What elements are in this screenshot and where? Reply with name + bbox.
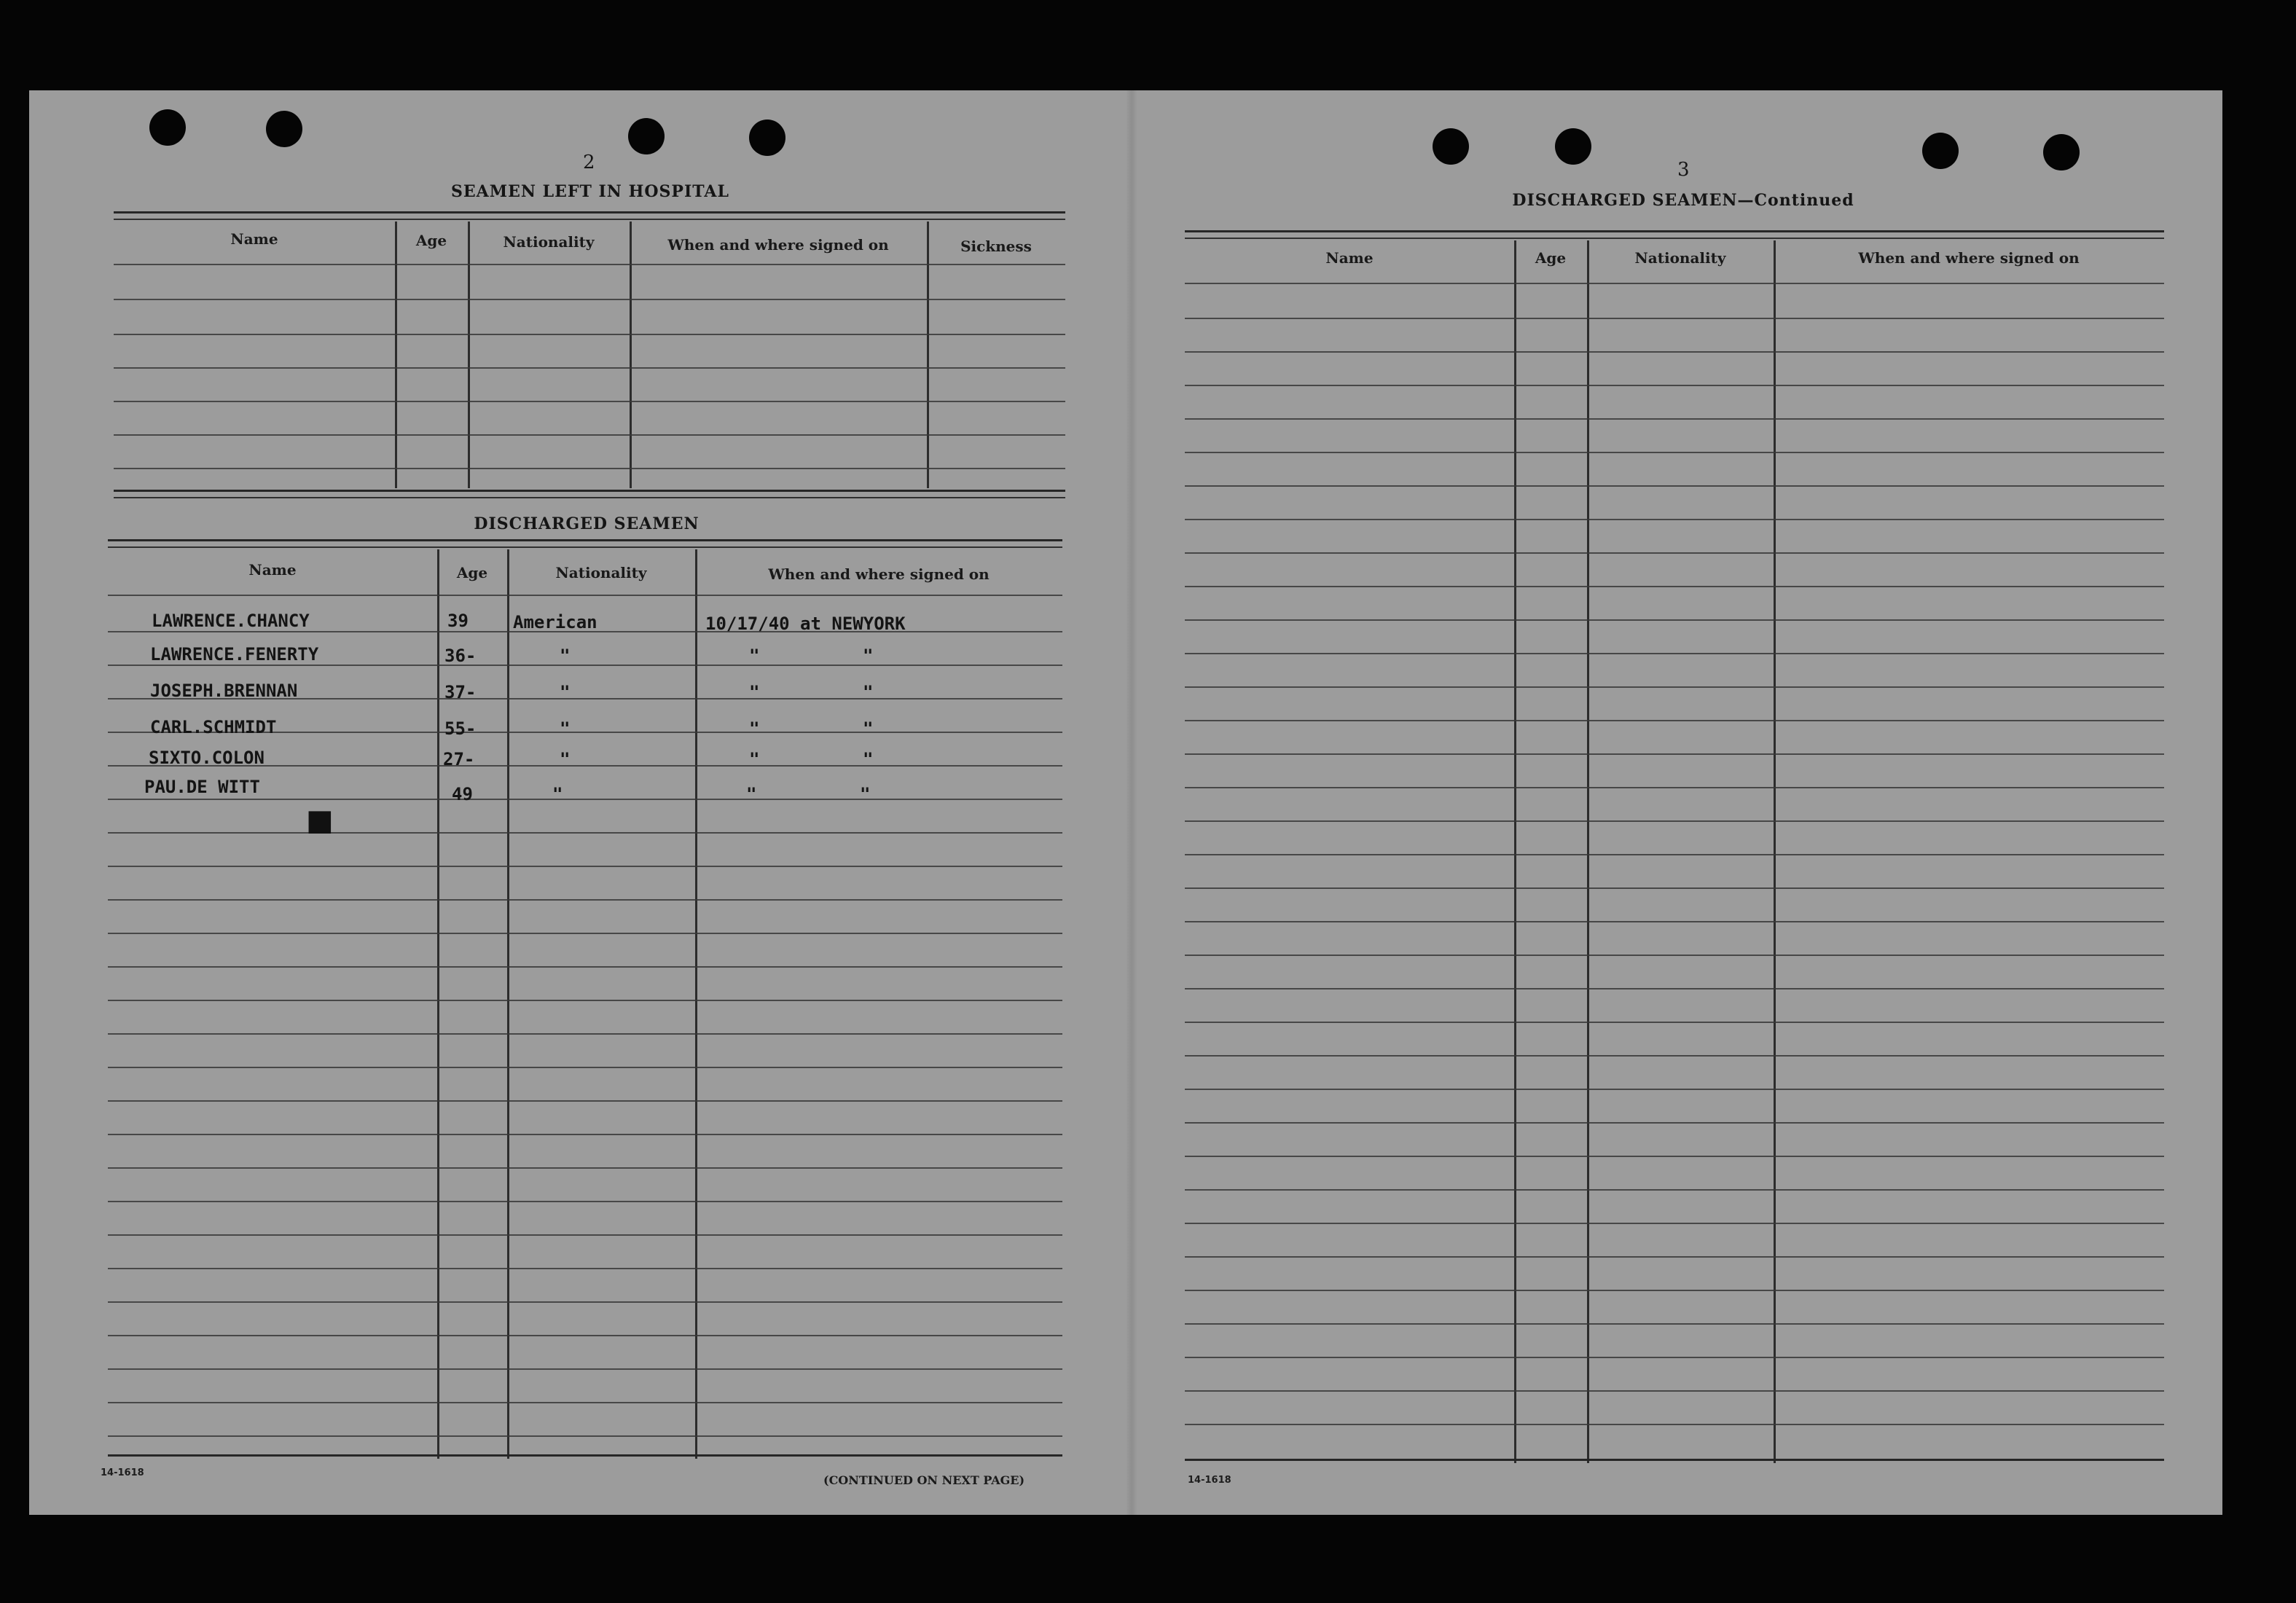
discharged-row-2-signed-date: " xyxy=(749,646,760,666)
punch-hole xyxy=(266,111,302,147)
discharged-row-4-age: 55- xyxy=(444,718,477,739)
hospital-header-nationality: Nationality xyxy=(503,233,595,251)
right-header-signed-on: When and where signed on xyxy=(1858,249,2080,267)
discharged-row-5-signed-place: " xyxy=(863,749,874,769)
discharged-row-4-signed-place: " xyxy=(863,718,874,739)
hospital-header-signed-on: When and where signed on xyxy=(667,236,889,254)
punch-hole xyxy=(1922,133,1959,169)
discharged-row-2-signed-place: " xyxy=(863,646,874,666)
discharged-row-1-nationality: American xyxy=(513,612,597,632)
punch-hole xyxy=(1433,128,1469,165)
discharged-row-5-name: SIXTO.COLON xyxy=(149,748,265,768)
discharged-table xyxy=(108,539,1062,1459)
discharged-row-1-name: LAWRENCE.CHANCY xyxy=(152,611,310,631)
discharged-section-title: DISCHARGED SEAMEN xyxy=(474,514,700,533)
punch-hole xyxy=(1555,128,1591,165)
left-page-number: 2 xyxy=(583,152,595,173)
right-header-age: Age xyxy=(1535,249,1567,267)
hospital-header-age: Age xyxy=(415,232,447,249)
discharged-continued-table xyxy=(1185,230,2164,1463)
discharged-row-6-name: PAU.DE WITT xyxy=(144,777,260,797)
left-form-number: 14-1618 xyxy=(101,1467,144,1478)
discharged-row-5-nationality: " xyxy=(560,749,571,769)
hospital-header-sickness: Sickness xyxy=(960,238,1032,255)
discharged-row-5-signed-date: " xyxy=(749,749,760,769)
hospital-table xyxy=(114,211,1065,497)
discharged-row-2-age: 36- xyxy=(444,646,477,666)
discharged-row-3-age: 37- xyxy=(444,682,477,702)
discharged-row-3-signed-place: " xyxy=(863,682,874,702)
hospital-section-title: SEAMEN LEFT IN HOSPITAL xyxy=(451,182,729,201)
punch-hole xyxy=(149,109,186,146)
discharged-row-3-name: JOSEPH.BRENNAN xyxy=(150,681,298,701)
discharged-row-1-age: 39 xyxy=(447,611,469,631)
discharged-row-6-signed-date: " xyxy=(746,784,757,804)
discharged-header-name: Name xyxy=(248,561,297,579)
discharged-row-1-signed-date: 10/17/40 at NEWYORK xyxy=(705,614,906,634)
discharged-row-2-nationality: " xyxy=(560,646,571,666)
right-section-title: DISCHARGED SEAMEN—Continued xyxy=(1512,191,1854,210)
right-form-number: 14-1618 xyxy=(1188,1475,1231,1486)
punch-hole xyxy=(749,119,785,156)
discharged-row-3-nationality: " xyxy=(560,682,571,702)
hospital-header-name: Name xyxy=(230,230,278,248)
discharged-header-nationality: Nationality xyxy=(555,564,647,581)
discharged-row-5-age: 27- xyxy=(443,749,475,769)
discharged-header-age: Age xyxy=(456,564,488,581)
discharged-row-4-signed-date: " xyxy=(749,718,760,739)
continued-note: (CONTINUED ON NEXT PAGE) xyxy=(823,1473,1025,1487)
punch-hole xyxy=(628,118,665,154)
discharged-row-6-age: 49 xyxy=(452,784,473,804)
discharged-row-2-name: LAWRENCE.FENERTY xyxy=(150,644,319,665)
discharged-header-signed-on: When and where signed on xyxy=(768,565,990,583)
discharged-row-4-name: CARL.SCHMIDT xyxy=(150,717,277,737)
right-header-name: Name xyxy=(1325,249,1374,267)
punch-hole xyxy=(2043,134,2080,171)
ink-blot: ■ xyxy=(306,803,334,837)
discharged-row-6-nationality: " xyxy=(552,784,563,804)
page-fold xyxy=(1127,90,1137,1515)
discharged-row-6-signed-place: " xyxy=(860,784,871,804)
discharged-row-4-nationality: " xyxy=(560,718,571,739)
right-header-nationality: Nationality xyxy=(1634,249,1726,267)
right-page-number: 3 xyxy=(1677,159,1690,181)
discharged-row-3-signed-date: " xyxy=(749,682,760,702)
